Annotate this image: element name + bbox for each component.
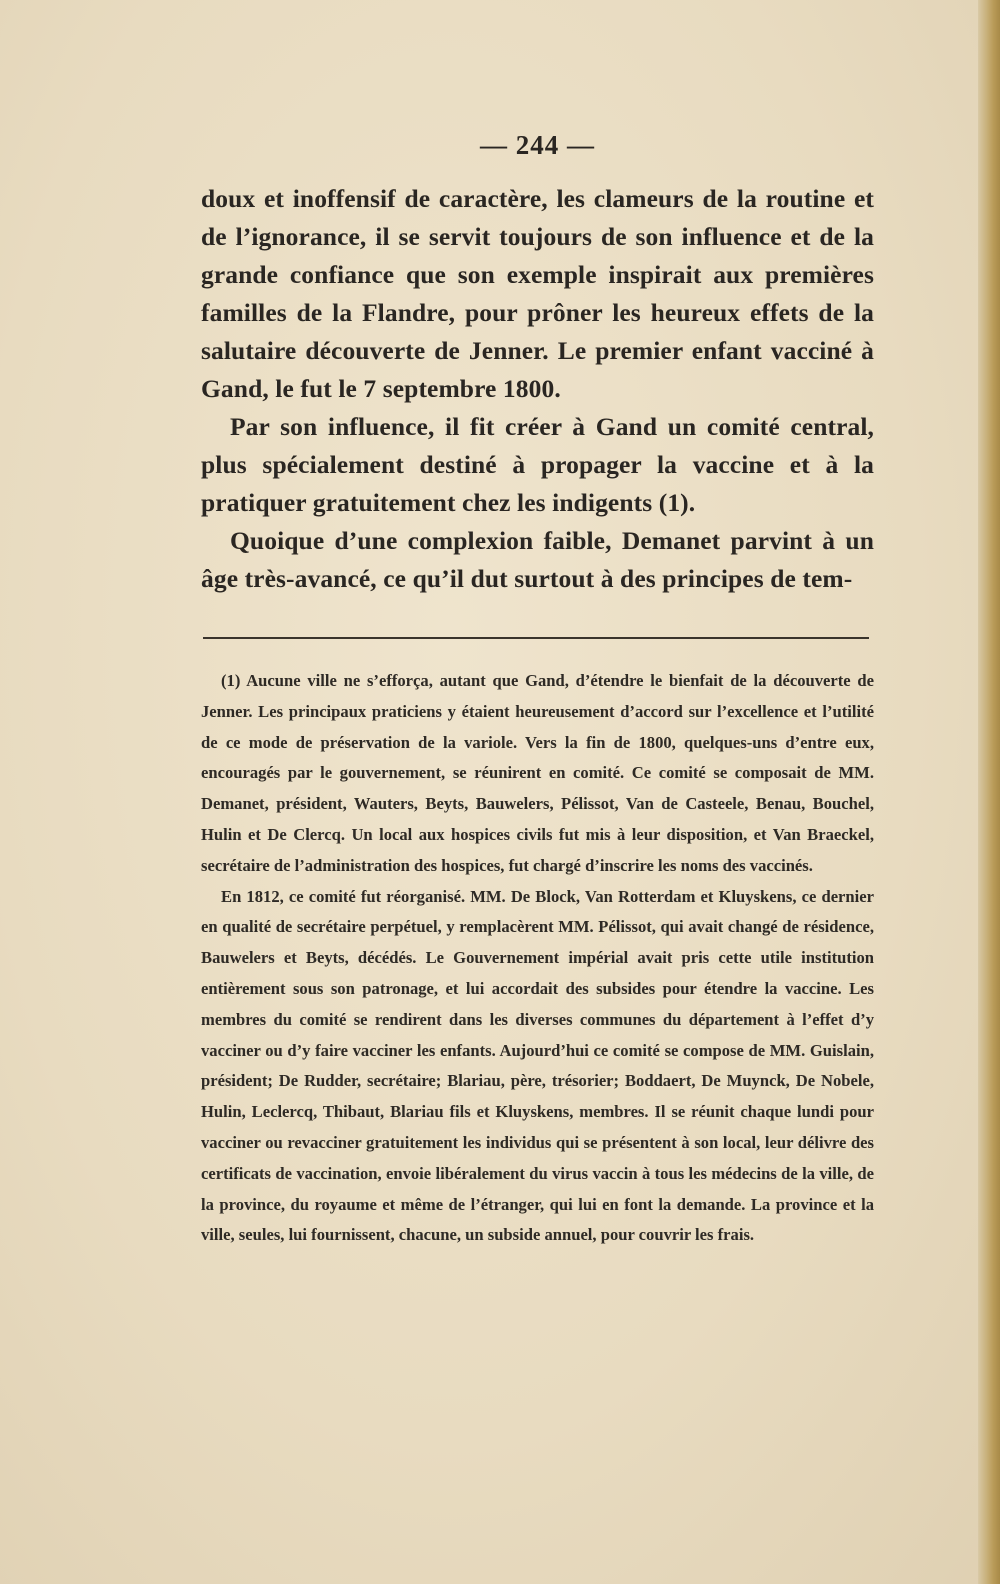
main-paragraph: Quoique d’une complexion faible, Demanet parvint à un âge très-avancé, ce qu’il dut surtout à des principes de tem- bbox=[201, 526, 874, 593]
main-paragraph: Par son influence, il fit créer à Gand un comité central, plus spécialement destiné à propager la vaccine et à la pratiquer gratuitement chez les indigents (1). bbox=[201, 412, 874, 517]
footnote-paragraph: En 1812, ce comité fut réorganisé. MM. De Block, Van Rotterdam et Kluyskens, ce dernier en qualité de secrétaire perpétuel, y remplacèrent MM. Pélissot, qui avait changé de résidence, Bauwelers et Beyts, décédés. Le Gouvernement impérial avait pris cette utile institution entièrement sous son patronage, et lui accordait des subsides pour étendre la vaccine. Les membres du comité se rendirent dans les diverses communes du département à l’effet d’y vacciner ou d’y faire vacciner les enfants. Aujourd’hui ce comité se compose de MM. Guislain, président; De Rudder, secrétaire; Blariau, père, trésorier; Boddaert, De Muynck, De Nobele, Hulin, Leclercq, Thibaut, Blariau fils et Kluyskens, membres. Il se réunit chaque lundi pour vacciner ou revacciner gratuitement les individus qui se présentent à son local, leur délivre des certificats de vaccination, envoie libéralement du virus vaccin à tous les médecins de la ville, de la province, du royaume et même de l’étranger, qui lui en font la demande. La province et la ville, seules, lui fournissent, chacune, un subside annuel, pour couvrir les frais. bbox=[201, 886, 874, 1245]
footnote-separator bbox=[203, 637, 869, 639]
page-number: — 244 — bbox=[480, 130, 595, 160]
footnote bbox=[201, 666, 874, 1251]
footnote-paragraph: (1) Aucune ville ne s’efforça, autant que Gand, d’étendre le bienfait de la découverte de Jenner. Les principaux praticiens y étaient heureusement d’accord sur l’excellence et l’utilité de ce mode de préservation de la variole. Vers la fin de 1800, quelques-uns d’entre eux, encouragés par le gouvernement, se réunirent en comité. Ce comité se composait de MM. Demanet, président, Wauters, Beyts, Bauwelers, Pélissot, Van de Casteele, Benau, Bouchel, Hulin et De Clercq. Un local aux hospices civils fut mis à leur disposition, et Van Braeckel, secrétaire de l’administration des hospices, fut chargé d’inscrire les noms des vaccinés. bbox=[201, 671, 874, 875]
main-text bbox=[201, 180, 874, 598]
page-edge bbox=[978, 0, 1000, 1584]
main-paragraph: doux et inoffensif de caractère, les clameurs de la routine et de l’ignorance, il se servit toujours de son influence et de la grande confiance que son exemple inspirait aux premières familles de la Flandre, pour prôner les heureux effets de la salutaire découverte de Jenner. Le premier enfant vacciné à Gand, le fut le 7 septembre 1800. bbox=[201, 184, 874, 403]
